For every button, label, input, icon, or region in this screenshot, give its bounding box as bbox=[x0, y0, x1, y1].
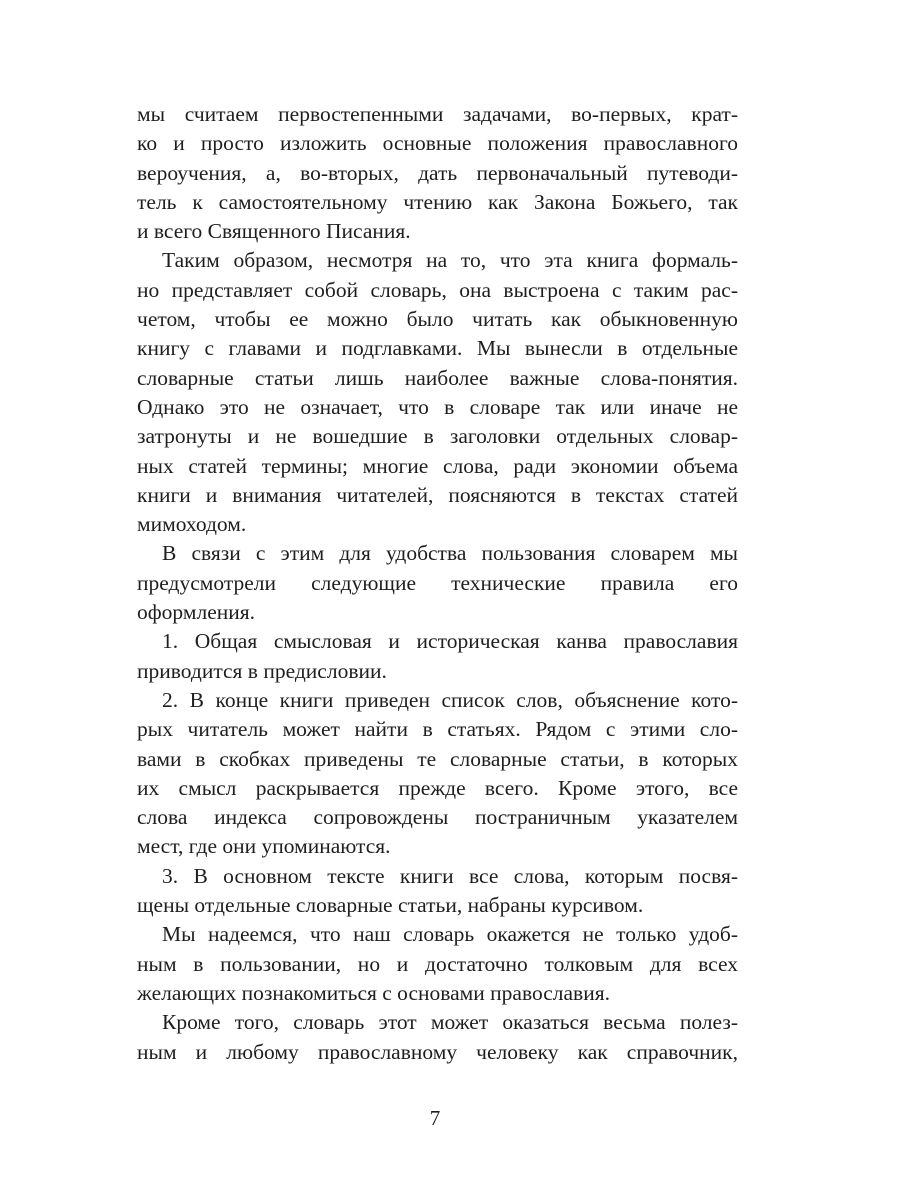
text-line: четом, чтобы ее можно было читать как обыкновенную bbox=[137, 307, 738, 332]
text-line: предусмотрели следующие технические правила его bbox=[137, 570, 738, 595]
text-line: тель к самостоятельному чтению как Закона Божьего, так bbox=[137, 189, 738, 214]
text-line: ным в пользовании, но и достаточно толковым для всех bbox=[137, 951, 738, 976]
text-line: мы считаем первостепенными задачами, во-первых, крат- bbox=[137, 102, 738, 126]
text-line: но представляет собой словарь, она выстроена с таким рас- bbox=[137, 277, 738, 302]
text-line: мимоходом. bbox=[137, 512, 247, 537]
text-line: ных статей термины; многие слова, ради экономии объема bbox=[137, 453, 738, 478]
text-line: 2. В конце книги приведен список слов, объяснение кото- bbox=[162, 687, 738, 712]
text-line: ко и просто изложить основные положения православного bbox=[137, 131, 738, 156]
text-line: и всего Священного Писания. bbox=[137, 219, 411, 244]
body-text bbox=[137, 100, 738, 1067]
text-line: желающих познакомиться с основами православия. bbox=[137, 980, 610, 1005]
text-line: мест, где они упоминаются. bbox=[137, 834, 391, 859]
text-line: В связи с этим для удобства пользования словарем мы bbox=[162, 541, 738, 566]
text-line: затронуты и не вошедшие в заголовки отдельных словар- bbox=[137, 424, 738, 449]
text-line: вами в скобках приведены те словарные статьи, в которых bbox=[137, 746, 738, 771]
text-line: вероучения, а, во-вторых, дать первоначальный путеводи- bbox=[137, 160, 738, 185]
text-line: Таким образом, несмотря на то, что эта книга формаль- bbox=[162, 248, 738, 273]
text-line: слова индекса сопровождены постраничным указателем bbox=[137, 805, 738, 830]
paragraph bbox=[137, 627, 738, 686]
text-line: оформления. bbox=[137, 600, 256, 625]
text-line: приводится в предисловии. bbox=[137, 658, 387, 683]
text-line: Кроме того, словарь этот может оказаться весьма полез- bbox=[162, 1010, 738, 1035]
text-line: книги и внимания читателей, поясняются в текстах статей bbox=[137, 482, 738, 507]
paragraph bbox=[137, 100, 738, 246]
paragraph bbox=[137, 862, 738, 921]
text-line: книгу с главами и подглавками. Мы вынесли в отдельные bbox=[137, 336, 738, 361]
text-line: 3. В основном тексте книги все слова, которым посвя- bbox=[162, 863, 738, 888]
paragraph bbox=[137, 920, 738, 1008]
text-line: 1. Общая смысловая и историческая канва православия bbox=[162, 629, 738, 654]
paragraph bbox=[137, 246, 738, 539]
paragraph bbox=[137, 1008, 738, 1067]
text-line: щены отдельные словарные статьи, набраны курсивом. bbox=[137, 893, 644, 918]
text-line: словарные статьи лишь наиболее важные слова-понятия. bbox=[137, 365, 738, 390]
text-line: их смысл раскрывается прежде всего. Кроме этого, все bbox=[137, 775, 738, 800]
text-line: Мы надеемся, что наш словарь окажется не только удоб- bbox=[162, 922, 738, 947]
paragraph bbox=[137, 539, 738, 627]
paragraph bbox=[137, 686, 738, 862]
text-line: ным и любому православному человеку как справочник, bbox=[137, 1039, 738, 1064]
page-number: 7 bbox=[429, 1106, 441, 1130]
text-line: рых читатель может найти в статьях. Рядом с этими сло- bbox=[137, 717, 738, 742]
text-line: Однако это не означает, что в словаре так или иначе не bbox=[137, 394, 738, 419]
